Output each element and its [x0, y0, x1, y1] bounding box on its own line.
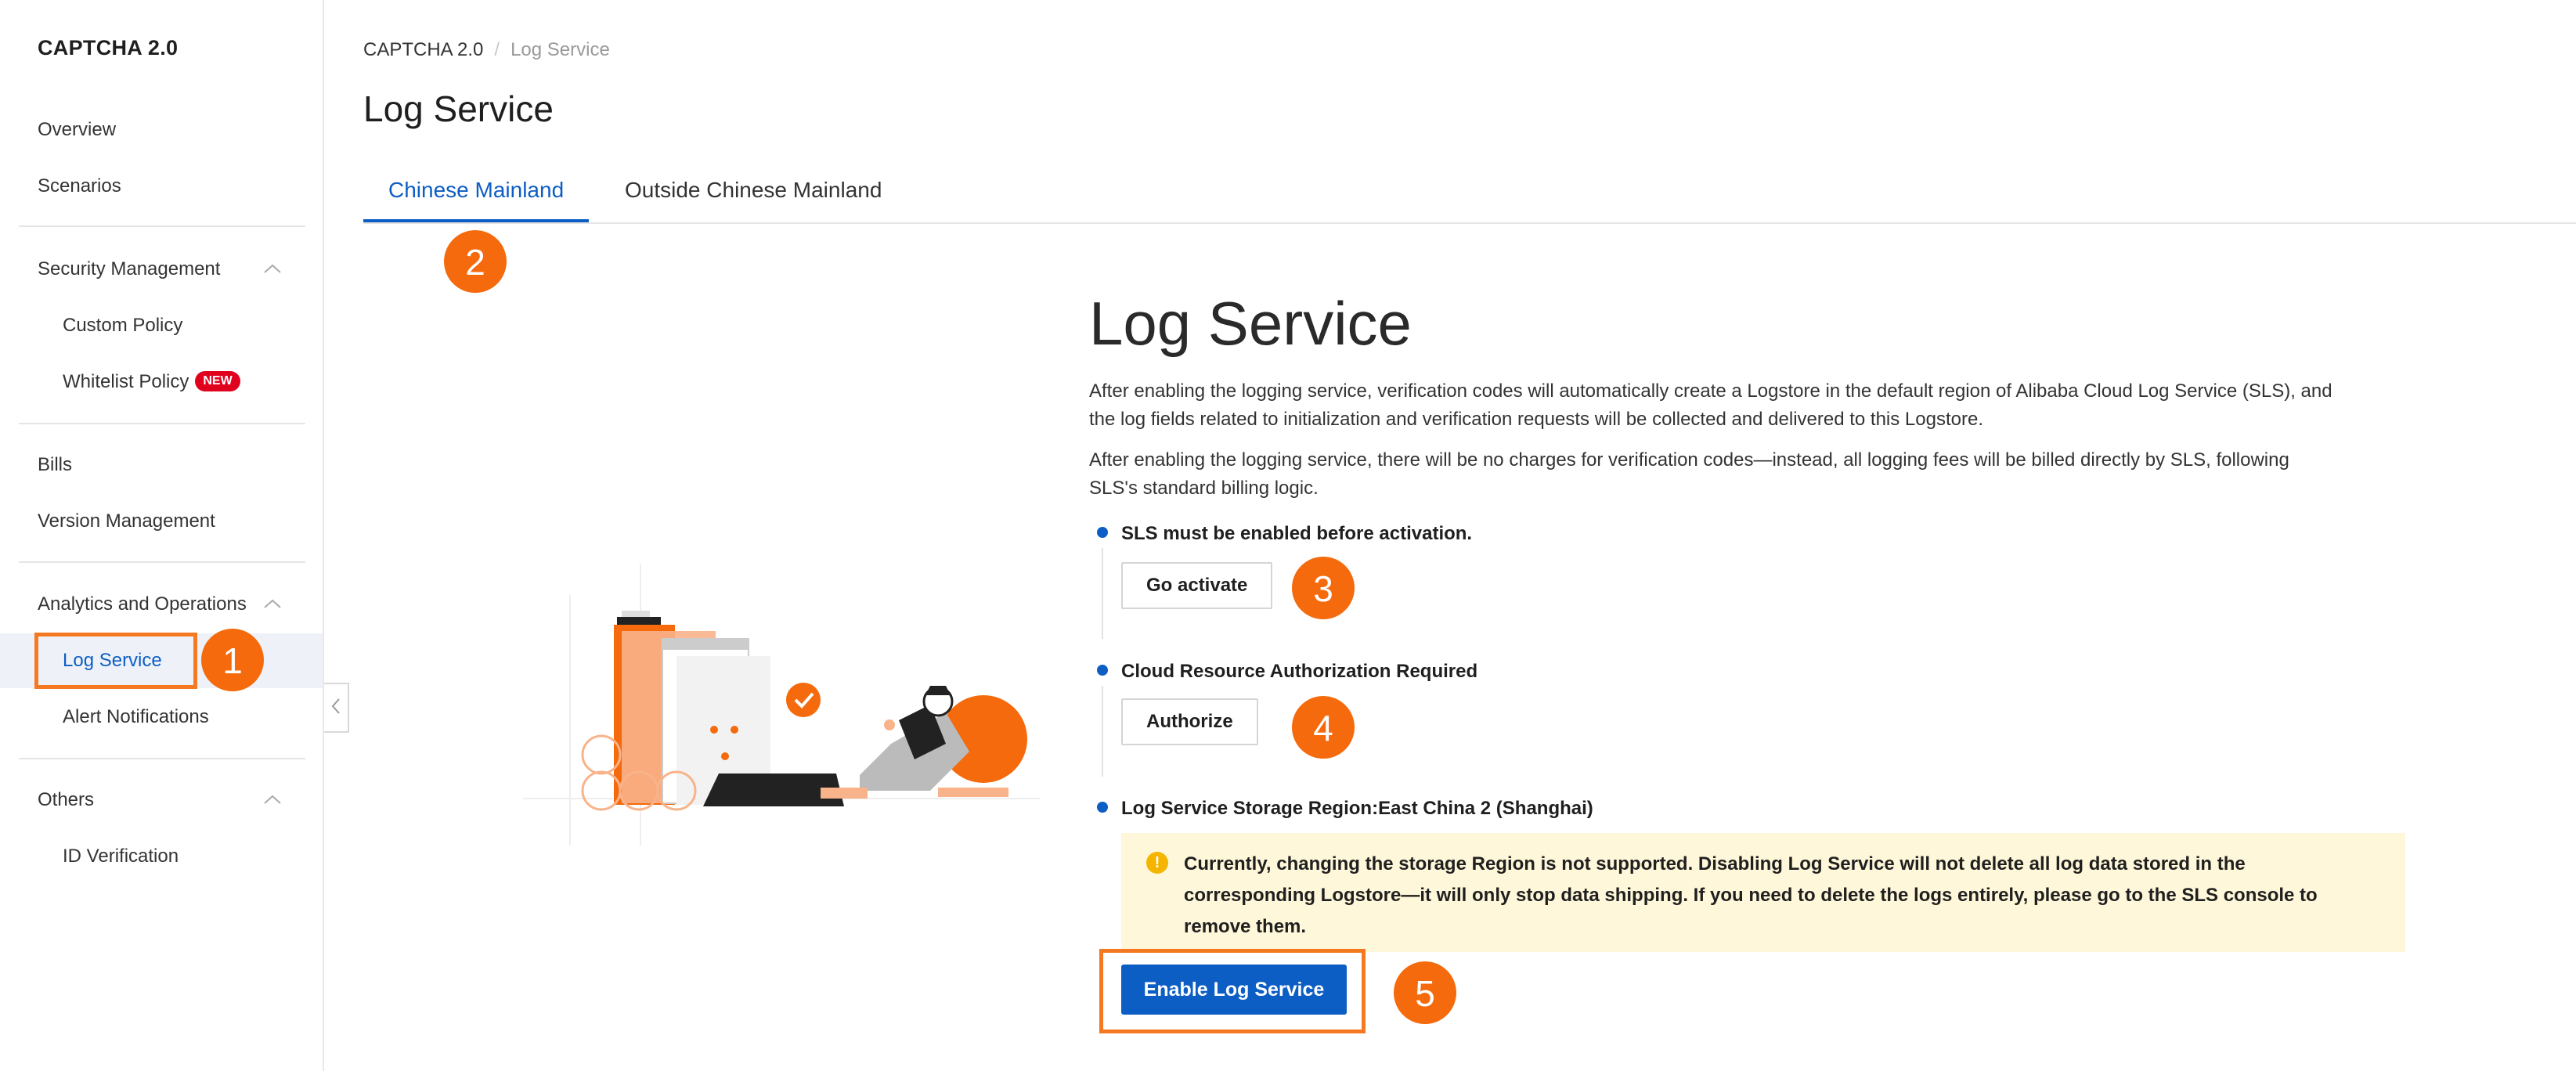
sidebar-item-log-service[interactable]: Log Service: [0, 633, 323, 688]
step-marker-2: 2: [444, 230, 507, 293]
sidebar-group-label: Others: [38, 789, 95, 810]
sidebar-item-bills[interactable]: Bills: [38, 454, 73, 475]
sidebar-item-version-management[interactable]: Version Management: [38, 510, 215, 532]
step-connector-line: [1102, 548, 1103, 639]
sidebar-divider: [19, 561, 305, 563]
step-bullet: [1097, 665, 1108, 676]
authorize-button[interactable]: Authorize: [1121, 698, 1258, 745]
description-paragraph-1: After enabling the logging service, verification codes will automatically create a Logstore in the default region of Alibaba Cloud Log Service (SLS), and the log fields related to initialization and verification requests will be collected and delivered to this Logstore.: [1089, 380, 2332, 430]
step-sls-required-text: SLS must be enabled before activation.: [1121, 523, 1473, 544]
tab-outside-chinese-mainland[interactable]: Outside Chinese Mainland: [625, 178, 882, 202]
warning-text: Currently, changing the storage Region is not supported. Disabling Log Service will not delete all log data stored in the corresponding Logstore—it will only stop data shipping. If you need to delete the logs entirely, please go to the SLS console to remove them.: [1184, 853, 2318, 937]
step-connector-line: [1102, 686, 1103, 777]
new-badge: NEW: [195, 371, 240, 391]
region-tabs: [363, 164, 2576, 224]
step-marker-1: 1: [201, 629, 264, 691]
sidebar-item-custom-policy[interactable]: Custom Policy: [63, 315, 183, 336]
sidebar-divider: [19, 423, 305, 424]
step-marker-4: 4: [1292, 696, 1355, 759]
warning-icon: !: [1146, 852, 1168, 874]
storage-region-warning: [1121, 833, 2405, 952]
sidebar-group-label: Security Management: [38, 258, 221, 279]
description-paragraph-2: After enabling the logging service, there will be no charges for verification codes—instead, all logging fees will be billed directly by SLS, following SLS's standard billing logic.: [1089, 449, 2289, 499]
chevron-left-icon: [331, 698, 341, 719]
chevron-up-icon: [263, 577, 282, 609]
chevron-up-icon: [263, 773, 282, 805]
sidebar-item-scenarios[interactable]: Scenarios: [38, 175, 121, 197]
breadcrumb-separator: /: [494, 39, 500, 60]
log-service-illustration: [523, 564, 1040, 853]
breadcrumb-current: Log Service: [511, 39, 610, 60]
step-storage-region-text: Log Service Storage Region:East China 2 (Shanghai): [1121, 798, 1593, 819]
sidebar-divider: [19, 758, 305, 759]
sidebar-divider: [19, 225, 305, 227]
hero-title: Log Service: [1089, 289, 1412, 358]
sidebar-collapse-button[interactable]: [324, 683, 349, 733]
highlight-box: [34, 633, 197, 689]
go-activate-button[interactable]: Go activate: [1121, 562, 1272, 609]
enable-log-service-button[interactable]: Enable Log Service: [1121, 965, 1347, 1015]
chevron-up-icon: [263, 242, 282, 274]
tab-chinese-mainland[interactable]: Chinese Mainland: [363, 164, 589, 222]
sidebar-item-overview[interactable]: Overview: [38, 119, 117, 140]
sidebar-item-whitelist-policy[interactable]: [0, 355, 323, 409]
step-marker-3: 3: [1292, 557, 1355, 619]
sidebar-group-analytics[interactable]: [0, 577, 323, 632]
step-bullet: [1097, 802, 1108, 813]
breadcrumb: [363, 39, 610, 61]
step-bullet: [1097, 527, 1108, 538]
product-title: CAPTCHA 2.0: [38, 36, 179, 60]
breadcrumb-root[interactable]: CAPTCHA 2.0: [363, 39, 484, 60]
sidebar: [0, 0, 324, 1071]
sidebar-group-label: Analytics and Operations: [38, 593, 247, 615]
sidebar-item-alert-notifications[interactable]: Alert Notifications: [63, 706, 209, 727]
step-marker-5: 5: [1394, 961, 1456, 1024]
sidebar-group-security[interactable]: [0, 242, 323, 297]
sidebar-group-others[interactable]: [0, 773, 323, 828]
page-title: Log Service: [363, 88, 554, 129]
step-authorization-text: Cloud Resource Authorization Required: [1121, 661, 1478, 682]
sidebar-item-label: Whitelist Policy: [63, 371, 189, 392]
sidebar-item-id-verification[interactable]: ID Verification: [63, 846, 179, 867]
